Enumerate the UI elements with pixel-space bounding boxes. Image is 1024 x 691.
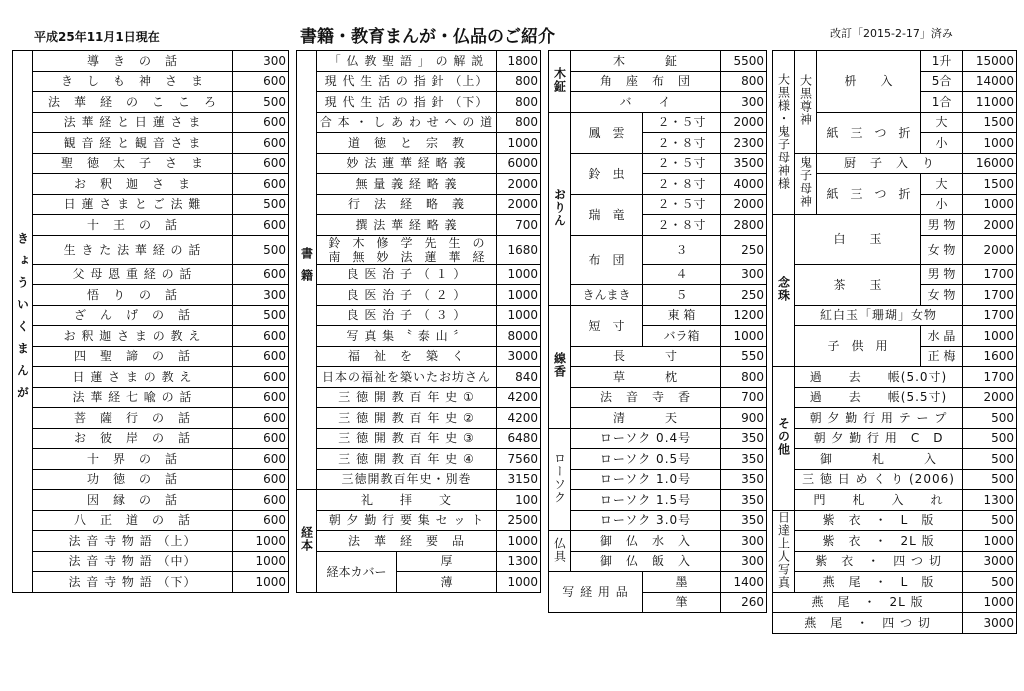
- item-name-line: 南 無 妙 法 蓮 華 経: [328, 249, 485, 264]
- item-price: 1600: [963, 346, 1017, 367]
- item-price: 4200: [497, 387, 541, 408]
- item-price: 500: [233, 92, 289, 113]
- item-price: 350: [721, 449, 767, 470]
- item-price: 4000: [721, 174, 767, 195]
- item-price: 1300: [963, 490, 1017, 511]
- item-price: 800: [721, 71, 767, 92]
- blank-cell: [13, 613, 773, 634]
- item-name: ローソク 0.5号: [571, 449, 721, 470]
- vertical-label-text: ローソク: [552, 451, 567, 504]
- item-price: 1000: [497, 133, 541, 154]
- option-name: 東 箱: [643, 305, 721, 326]
- item-name: 経本カバー: [317, 551, 397, 592]
- option-name: 水 晶: [921, 326, 963, 347]
- item-price: 600: [233, 367, 289, 388]
- item-price: 2300: [721, 133, 767, 154]
- item-price: 1000: [497, 572, 541, 593]
- item-name: 鳳 雲: [571, 112, 643, 153]
- size-name: ２・５寸: [643, 194, 721, 215]
- item-name: 紙 三 つ 折: [817, 174, 921, 215]
- item-price: 500: [963, 469, 1017, 490]
- item-name: 三 徳 開 教 百 年 史 ③: [317, 428, 497, 449]
- option-name: 厚: [397, 551, 497, 572]
- item-price: 2000: [963, 215, 1017, 236]
- item-name: きんまき: [571, 285, 643, 306]
- item-price: 800: [497, 71, 541, 92]
- item-price: 1400: [721, 572, 767, 593]
- item-price: 600: [233, 264, 289, 285]
- item-name: 茶 玉: [795, 264, 921, 305]
- size-name: ２・８寸: [643, 215, 721, 236]
- item-price: 600: [233, 112, 289, 133]
- item-name: 功 徳 の 話: [33, 469, 233, 490]
- item-price: 2500: [497, 510, 541, 531]
- option-name: 正 梅: [921, 346, 963, 367]
- item-price: 600: [233, 428, 289, 449]
- item-name: 草 枕: [571, 367, 721, 388]
- item-price: 1000: [497, 305, 541, 326]
- item-price: 16000: [963, 153, 1017, 174]
- item-name: 朝 夕 勤 行 用 C D: [795, 428, 963, 449]
- item-name: 日 蓮 さ ま の 教 え: [33, 367, 233, 388]
- table-row: [13, 592, 1017, 613]
- item-price: 300: [233, 285, 289, 306]
- item-price: 1700: [963, 264, 1017, 285]
- table-row: [13, 387, 1017, 408]
- item-price: 1800: [497, 51, 541, 72]
- item-name: バ イ: [571, 92, 721, 113]
- item-name: ローソク 1.5号: [571, 490, 721, 511]
- item-price: 800: [497, 112, 541, 133]
- item-name: 法 音 寺 物 語 （上）: [33, 531, 233, 552]
- vertical-label-text: 鬼子母神: [798, 156, 813, 209]
- item-price: 500: [233, 305, 289, 326]
- item-name: 観 音 経 と 観 音 さ ま: [33, 133, 233, 154]
- item-price: 1500: [963, 112, 1017, 133]
- item-price: 100: [497, 490, 541, 511]
- table-row: [13, 215, 1017, 236]
- option-name: 墨: [643, 572, 721, 593]
- vertical-label-text: 大黒尊神: [798, 74, 813, 127]
- item-name-line: 鈴 木 修 学 先 生 の: [328, 235, 485, 250]
- item-name: 撰 法 華 経 略 義: [317, 215, 497, 236]
- item-price: 3000: [963, 551, 1017, 572]
- item-name: 聖 徳 太 子 さ ま: [33, 153, 233, 174]
- item-name: 紫 衣 ・ L 版: [795, 510, 963, 531]
- item-name: 燕 尾 ・ 四 つ 切: [773, 613, 963, 634]
- item-price: 7560: [497, 449, 541, 470]
- table-row: [13, 449, 1017, 470]
- item-name: 法 華 経 の こ こ ろ: [33, 92, 233, 113]
- category-label-daikoku-sub1: [795, 51, 817, 154]
- item-name: 良 医 治 子 （ ３ ）: [317, 305, 497, 326]
- item-name: 鈴 虫: [571, 153, 643, 194]
- vertical-label-text: 書籍: [299, 246, 314, 291]
- item-name: 日本の福祉を築いたお坊さん: [317, 367, 497, 388]
- item-name: 十 王 の 話: [33, 215, 233, 236]
- item-price: 2000: [497, 174, 541, 195]
- item-name: 法 音 寺 香: [571, 387, 721, 408]
- item-price: 600: [233, 469, 289, 490]
- category-label-orin: [549, 112, 571, 305]
- item-price: 600: [233, 153, 289, 174]
- option-name: 大: [921, 112, 963, 133]
- size-name: ２・８寸: [643, 133, 721, 154]
- item-price: 1000: [233, 572, 289, 593]
- vertical-label-text: 線香: [552, 352, 567, 378]
- item-name: [317, 235, 497, 264]
- item-price: 500: [963, 408, 1017, 429]
- item-name: ローソク 1.0号: [571, 469, 721, 490]
- category-label-juzu: [773, 215, 795, 367]
- item-name: 良 医 治 子 （ ２ ）: [317, 285, 497, 306]
- item-name: 現 代 生 活 の 指 針 （下）: [317, 92, 497, 113]
- item-name: 三 徳 開 教 百 年 史 ④: [317, 449, 497, 470]
- item-price: 1700: [963, 367, 1017, 388]
- item-price: 260: [721, 592, 767, 613]
- option-name: 男 物: [921, 215, 963, 236]
- size-name: ２・５寸: [643, 153, 721, 174]
- item-price: 2000: [721, 194, 767, 215]
- table-row: [13, 174, 1017, 195]
- item-name: 御 札 入: [795, 449, 963, 470]
- category-label-mokugyo: [549, 51, 571, 113]
- item-price: 600: [233, 133, 289, 154]
- item-name: 因 縁 の 話: [33, 490, 233, 511]
- item-name: 紅白玉「珊瑚」女物: [795, 305, 963, 326]
- option-name: 小: [921, 133, 963, 154]
- option-name: 薄: [397, 572, 497, 593]
- option-name: 5合: [921, 71, 963, 92]
- item-price: 11000: [963, 92, 1017, 113]
- as-of-date: 平成25年11月1日現在: [34, 30, 160, 44]
- item-price: 1000: [963, 326, 1017, 347]
- table-row: [13, 51, 1017, 72]
- item-name: 紫 衣 ・ 四 つ 切: [795, 551, 963, 572]
- item-price: 840: [497, 367, 541, 388]
- item-name: 父 母 恩 重 経 の 話: [33, 264, 233, 285]
- item-price: 350: [721, 490, 767, 511]
- item-price: 300: [721, 264, 767, 285]
- category-label-sutra: [297, 490, 317, 593]
- table-row: [13, 613, 1017, 634]
- category-label-butsugu: [549, 531, 571, 572]
- item-name: 道 徳 と 宗 教: [317, 133, 497, 154]
- item-name: 短 寸: [571, 305, 643, 346]
- table-row: [13, 490, 1017, 511]
- table-row: [13, 153, 1017, 174]
- size-name: ２・５寸: [643, 112, 721, 133]
- category-label-senko: [549, 305, 571, 428]
- item-name: 礼 拝 文: [317, 490, 497, 511]
- item-price: 1000: [963, 592, 1017, 613]
- table-row: [13, 305, 1017, 326]
- category-label-manga: [13, 51, 33, 593]
- item-price: 550: [721, 346, 767, 367]
- size-name: ３: [643, 235, 721, 264]
- item-name: 四 聖 諦 の 話: [33, 346, 233, 367]
- item-name: 御 仏 飯 入: [571, 551, 721, 572]
- table-row: [13, 551, 1017, 572]
- item-name: 現 代 生 活 の 指 針 （上）: [317, 71, 497, 92]
- option-name: 1升: [921, 51, 963, 72]
- item-price: 250: [721, 285, 767, 306]
- item-price: 300: [721, 531, 767, 552]
- item-price: 500: [233, 235, 289, 264]
- item-name: 紫 衣 ・ 2L 版: [795, 531, 963, 552]
- item-name: 悟 り の 話: [33, 285, 233, 306]
- item-name: 無 量 義 経 略 義: [317, 174, 497, 195]
- item-price: 1700: [963, 285, 1017, 306]
- item-price: 1200: [721, 305, 767, 326]
- item-name: き し も 神 さ ま: [33, 71, 233, 92]
- table-row: [13, 531, 1017, 552]
- item-price: 700: [721, 387, 767, 408]
- vertical-label-text: 日達上人写真: [776, 510, 791, 589]
- item-name: 写 真 集 〝 泰 山 〞: [317, 326, 497, 347]
- item-name: ローソク 3.0号: [571, 510, 721, 531]
- table-row: [13, 510, 1017, 531]
- item-name: 三 徳 開 教 百 年 史 ①: [317, 387, 497, 408]
- size-name: ４: [643, 264, 721, 285]
- item-price: 1680: [497, 235, 541, 264]
- item-name: 菩 薩 行 の 話: [33, 408, 233, 429]
- size-name: ５: [643, 285, 721, 306]
- item-price: 1000: [963, 133, 1017, 154]
- item-name: 角 座 布 団: [571, 71, 721, 92]
- item-price: 500: [963, 428, 1017, 449]
- item-name: 枡 入: [817, 51, 921, 113]
- item-price: 3000: [963, 613, 1017, 634]
- category-label-daikoku: [773, 51, 795, 215]
- option-name: 小: [921, 194, 963, 215]
- table-row: [13, 264, 1017, 285]
- item-price: 600: [233, 510, 289, 531]
- item-name: 三 徳 開 教 百 年 史 ②: [317, 408, 497, 429]
- item-name: ざ ん げ の 話: [33, 305, 233, 326]
- item-name: 法 華 経 要 品: [317, 531, 497, 552]
- item-price: 500: [963, 572, 1017, 593]
- table-row: [13, 428, 1017, 449]
- item-name: 妙 法 蓮 華 経 略 義: [317, 153, 497, 174]
- column-gap: [289, 51, 297, 593]
- item-price: 300: [721, 92, 767, 113]
- item-price: 600: [233, 215, 289, 236]
- item-name: 法 音 寺 物 語 （下）: [33, 572, 233, 593]
- item-price: 2000: [963, 235, 1017, 264]
- vertical-label-text: きょういくまんが: [15, 231, 30, 408]
- item-price: 2000: [721, 112, 767, 133]
- item-name: 法 華 経 と 日 蓮 さ ま: [33, 112, 233, 133]
- size-name: ２・８寸: [643, 174, 721, 195]
- item-price: 1700: [963, 305, 1017, 326]
- item-price: 15000: [963, 51, 1017, 72]
- item-price: 600: [233, 326, 289, 347]
- item-price: 3000: [497, 346, 541, 367]
- item-name: 日 蓮 さ ま と ご 法 難: [33, 194, 233, 215]
- item-price: 500: [963, 510, 1017, 531]
- item-price: 5500: [721, 51, 767, 72]
- item-price: 600: [233, 346, 289, 367]
- item-price: 800: [497, 92, 541, 113]
- item-price: 500: [963, 449, 1017, 470]
- item-price: 1000: [497, 264, 541, 285]
- item-price: 1000: [721, 326, 767, 347]
- vertical-label-text: その他: [776, 417, 791, 457]
- item-price: 2800: [721, 215, 767, 236]
- item-name: お 釈 迦 さ ま: [33, 174, 233, 195]
- item-name: 子 供 用: [795, 326, 921, 367]
- item-price: 6480: [497, 428, 541, 449]
- revision-note: 改訂「2015-2-17」済み: [830, 27, 953, 40]
- item-name: 白 玉: [795, 215, 921, 265]
- option-name: 大: [921, 174, 963, 195]
- option-name: 女 物: [921, 285, 963, 306]
- item-name: 御 仏 水 入: [571, 531, 721, 552]
- item-price: 350: [721, 469, 767, 490]
- item-name: 清 天: [571, 408, 721, 429]
- item-name: 生 き た 法 華 経 の 話: [33, 235, 233, 264]
- item-name: 長 寸: [571, 346, 721, 367]
- vertical-label-text: 念珠: [776, 276, 791, 302]
- category-label-other: [773, 367, 795, 511]
- page-title: 書籍・教育まんが・仏品のご紹介: [300, 27, 555, 47]
- item-name: 三 徳 日 め く り (2006): [795, 469, 963, 490]
- price-list-table: [12, 50, 1017, 634]
- item-price: 1300: [497, 551, 541, 572]
- column-gap: [541, 51, 549, 593]
- item-price: 600: [233, 490, 289, 511]
- option-name: 男 物: [921, 264, 963, 285]
- table-row: [13, 469, 1017, 490]
- item-name: 三徳開教百年史・別巻: [317, 469, 497, 490]
- category-label-photo: [773, 510, 795, 592]
- category-label-daikoku-sub2: [795, 153, 817, 215]
- option-name: バラ箱: [643, 326, 721, 347]
- item-name: 福 祉 を 築 く: [317, 346, 497, 367]
- item-name: 写 経 用 品: [549, 572, 643, 613]
- item-name: 門 札 入 れ: [795, 490, 963, 511]
- blank-cell: [13, 592, 643, 613]
- item-price: 500: [233, 194, 289, 215]
- option-name: 1合: [921, 92, 963, 113]
- option-name: 筆: [643, 592, 721, 613]
- item-price: 2000: [497, 194, 541, 215]
- item-name: 瑞 竜: [571, 194, 643, 235]
- item-price: 14000: [963, 71, 1017, 92]
- item-name: 布 団: [571, 235, 643, 285]
- item-price: 250: [721, 235, 767, 264]
- table-row: [13, 326, 1017, 347]
- item-price: 600: [233, 174, 289, 195]
- item-price: 700: [497, 215, 541, 236]
- item-price: 2000: [963, 387, 1017, 408]
- item-name: 木 鉦: [571, 51, 721, 72]
- table-row: [13, 408, 1017, 429]
- item-name: 過 去 帳(5.5寸): [795, 387, 963, 408]
- item-name: 法 華 経 七 喩 の 話: [33, 387, 233, 408]
- item-price: 4200: [497, 408, 541, 429]
- item-price: 900: [721, 408, 767, 429]
- item-name: 行 法 経 略 義: [317, 194, 497, 215]
- item-price: 1000: [497, 531, 541, 552]
- item-price: 600: [233, 449, 289, 470]
- item-name: 朝 夕 勤 行 要 集 セ ッ ト: [317, 510, 497, 531]
- item-name: 「 仏 教 聖 語 」 の 解 説: [317, 51, 497, 72]
- item-name: 十 界 の 話: [33, 449, 233, 470]
- item-price: 300: [721, 551, 767, 572]
- table-row: [13, 367, 1017, 388]
- header: [0, 0, 1024, 50]
- item-name: ローソク 0.4号: [571, 428, 721, 449]
- vertical-label-text: 仏具: [552, 536, 567, 563]
- item-price: 800: [721, 367, 767, 388]
- item-price: 1000: [497, 285, 541, 306]
- item-name: 良 医 治 子 （ １ ）: [317, 264, 497, 285]
- item-price: 600: [233, 408, 289, 429]
- vertical-label-text: おりん: [552, 187, 567, 227]
- item-price: 1000: [963, 531, 1017, 552]
- item-name: 合 本 ・ し あ わ せ へ の 道: [317, 112, 497, 133]
- item-name: 法 音 寺 物 語 （中）: [33, 551, 233, 572]
- item-price: 300: [233, 51, 289, 72]
- item-price: 1000: [963, 194, 1017, 215]
- item-price: 600: [233, 387, 289, 408]
- item-name: 過 去 帳(5.0寸): [795, 367, 963, 388]
- item-price: 1000: [233, 551, 289, 572]
- item-name: 八 正 道 の 話: [33, 510, 233, 531]
- item-name: 朝 夕 勤 行 用 テ ー プ: [795, 408, 963, 429]
- item-name: 厨 子 入 り: [817, 153, 963, 174]
- option-name: 女 物: [921, 235, 963, 264]
- item-price: 1000: [233, 531, 289, 552]
- item-name: 燕 尾 ・ 2L 版: [773, 592, 963, 613]
- item-name: お 釈 迦 さ ま の 教 え: [33, 326, 233, 347]
- vertical-label-text: 木鉦: [552, 66, 567, 93]
- category-label-rosoku: [549, 428, 571, 531]
- item-price: 8000: [497, 326, 541, 347]
- item-price: 1500: [963, 174, 1017, 195]
- vertical-label-text: 大黒様・鬼子母神様: [776, 72, 791, 190]
- item-name: 紙 三 つ 折: [817, 112, 921, 153]
- item-name: 燕 尾 ・ L 版: [795, 572, 963, 593]
- table-row: [13, 112, 1017, 133]
- vertical-label-text: 経本: [299, 526, 314, 553]
- item-name: お 彼 岸 の 話: [33, 428, 233, 449]
- category-label-books: [297, 51, 317, 490]
- item-price: 3500: [721, 153, 767, 174]
- item-price: 350: [721, 510, 767, 531]
- item-price: 350: [721, 428, 767, 449]
- item-price: 6000: [497, 153, 541, 174]
- item-price: 3150: [497, 469, 541, 490]
- item-price: 600: [233, 71, 289, 92]
- table-row: [13, 572, 1017, 593]
- item-name: 導 き の 話: [33, 51, 233, 72]
